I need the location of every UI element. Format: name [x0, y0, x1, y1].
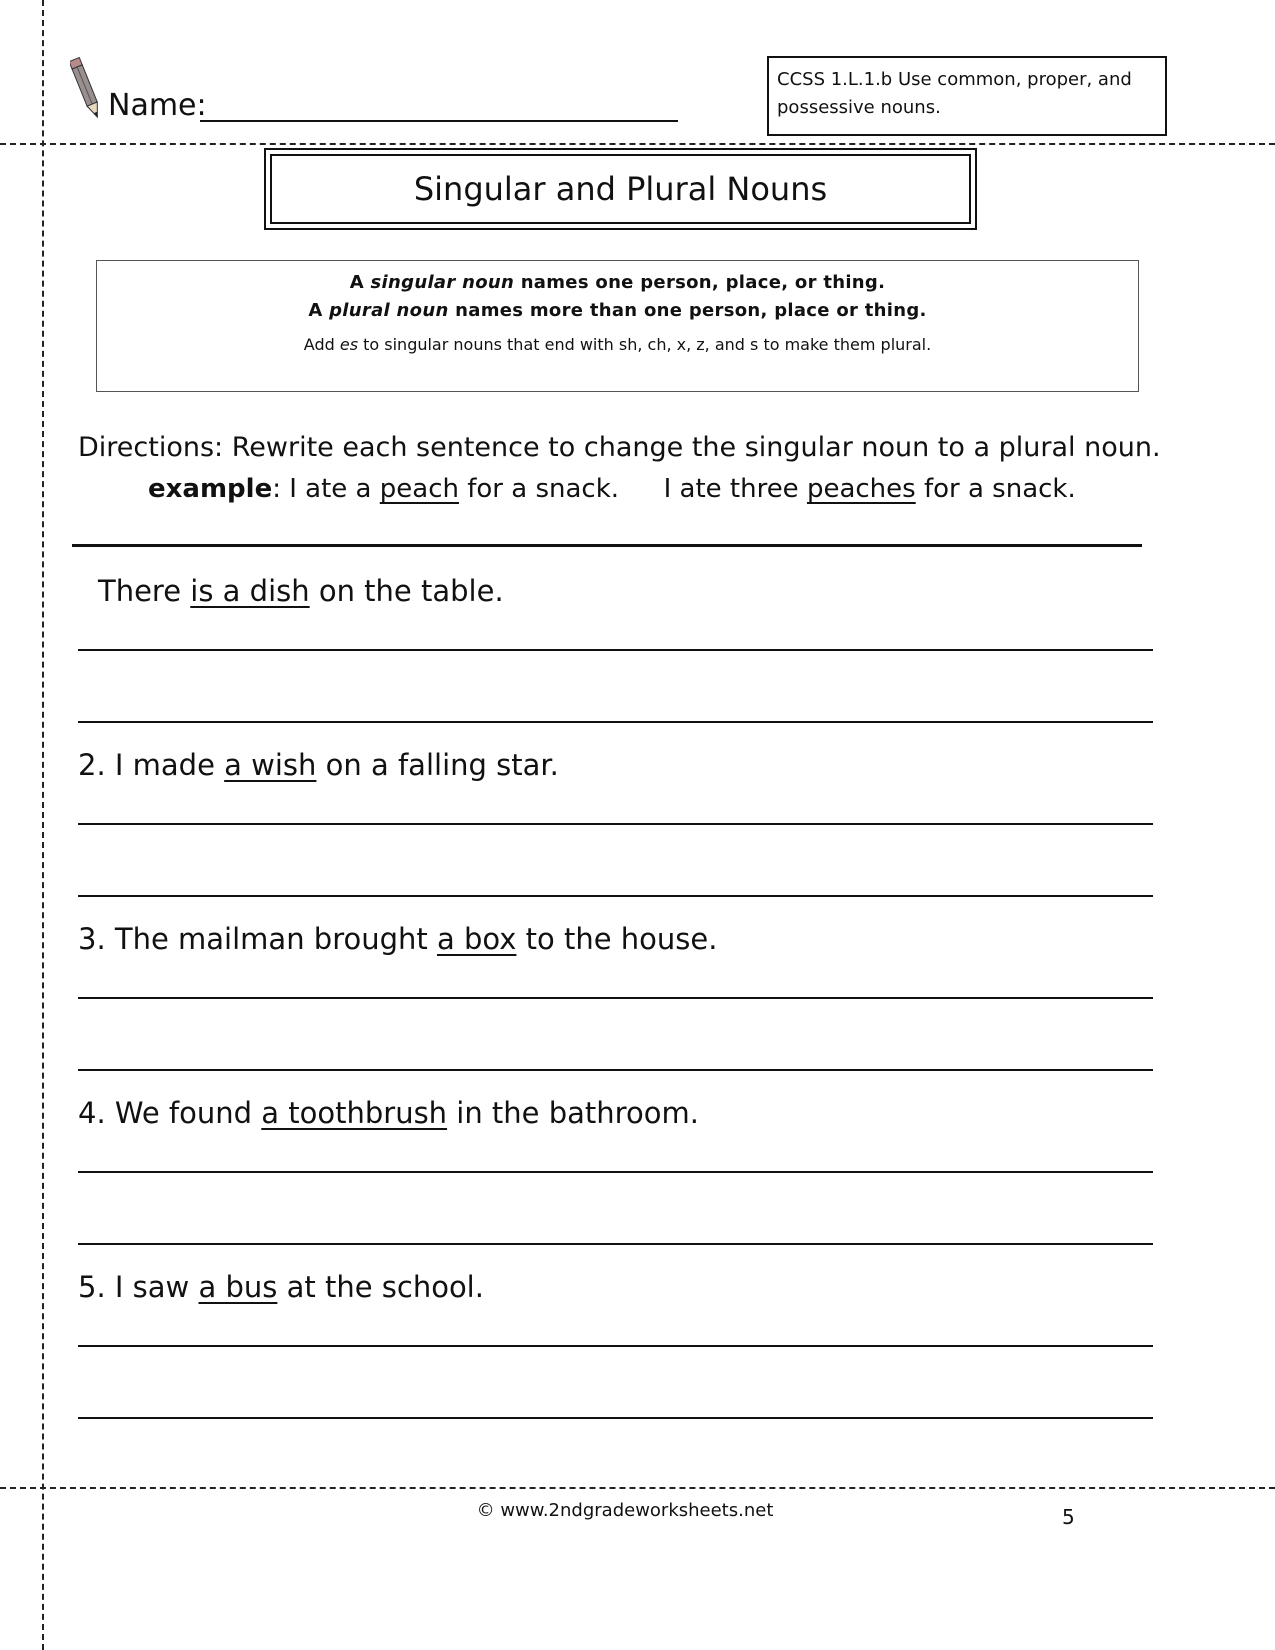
- section-divider: [72, 544, 1142, 547]
- cut-guide-bottom: [0, 1487, 1275, 1489]
- title-box: [264, 148, 977, 230]
- example-label: example: [148, 474, 273, 504]
- answer-line[interactable]: [78, 1171, 1153, 1173]
- directions-label: Directions:: [78, 432, 224, 463]
- page-title: Singular and Plural Nouns: [270, 154, 971, 224]
- singular-term: singular noun: [370, 272, 515, 293]
- sentence-2: 2. I made a wish on a falling star.: [78, 748, 559, 782]
- es-term: es: [339, 335, 359, 354]
- sentence-3-noun: a box: [437, 922, 517, 956]
- sentence-4: 4. We found a toothbrush in the bathroom.: [78, 1096, 699, 1130]
- answer-line[interactable]: [78, 1243, 1153, 1245]
- answer-line[interactable]: [78, 1345, 1153, 1347]
- sentence-5: 5. I saw a bus at the school.: [78, 1270, 484, 1304]
- footer-credit: © www.2ndgradeworksheets.net: [476, 1500, 774, 1521]
- example: example: I ate a peach for a snack. I ate three peaches for a snack.: [148, 474, 1076, 504]
- cut-guide-vertical: [42, 0, 44, 1650]
- plural-definition: A plural noun names more than one person, place or thing.: [308, 300, 927, 321]
- answer-line[interactable]: [78, 1417, 1153, 1419]
- standard-text: CCSS 1.L.1.b Use common, proper, and possessive nouns.: [777, 69, 1132, 118]
- answer-line[interactable]: [78, 1069, 1153, 1071]
- name-label: Name:: [108, 88, 207, 123]
- sentence-5-noun: a bus: [198, 1270, 278, 1304]
- answer-line[interactable]: [78, 895, 1153, 897]
- sentence-1-noun: is a dish: [190, 574, 310, 608]
- sentence-3: 3. The mailman brought a box to the house.: [78, 922, 718, 956]
- standard-box: [767, 56, 1167, 136]
- answer-line[interactable]: [78, 823, 1153, 825]
- example-plural-word: peaches: [806, 474, 916, 504]
- sentence-2-noun: a wish: [224, 748, 317, 782]
- answer-line[interactable]: [78, 997, 1153, 999]
- page-number: 5: [1062, 1505, 1075, 1529]
- directions: [78, 432, 1161, 463]
- directions-text: Rewrite each sentence to change the singular noun to a plural noun.: [223, 432, 1161, 463]
- plural-term: plural noun: [329, 300, 449, 321]
- answer-line[interactable]: [78, 649, 1153, 651]
- pencil-icon: [70, 55, 104, 125]
- definition-box: [96, 260, 1139, 392]
- sentence-1: There is a dish on the table.: [98, 574, 504, 608]
- singular-definition: A singular noun names one person, place, or thing.: [349, 272, 886, 293]
- cut-guide-top: [0, 143, 1275, 145]
- plural-rule: Add es to singular nouns that end with sh, ch, x, z, and s to make them plural.: [303, 335, 932, 354]
- answer-line[interactable]: [78, 721, 1153, 723]
- name-field-line[interactable]: [200, 120, 678, 122]
- example-singular-word: peach: [379, 474, 459, 504]
- sentence-4-noun: a toothbrush: [261, 1096, 448, 1130]
